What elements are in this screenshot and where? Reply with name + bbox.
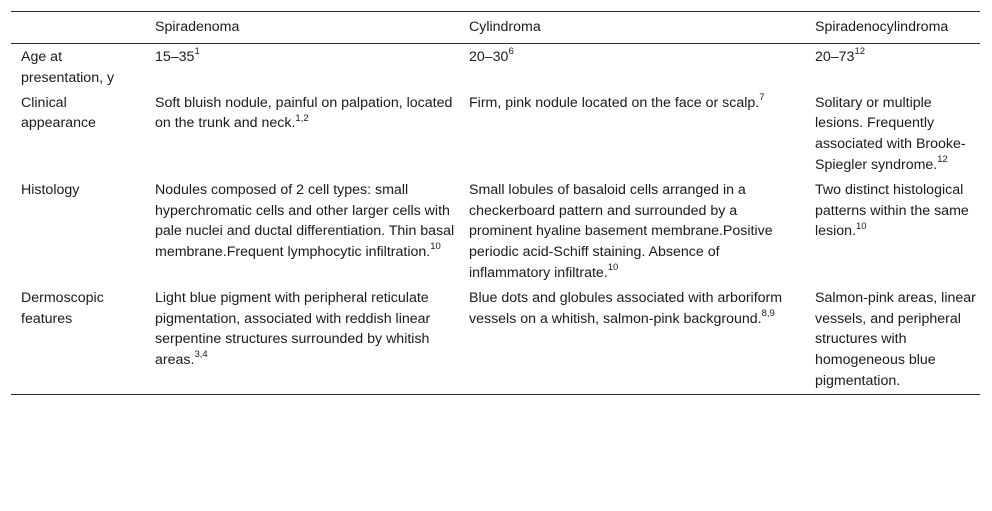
row-label: Age at presentation, y xyxy=(21,49,115,86)
header-cell-cylindroma: Cylindroma xyxy=(469,19,541,36)
cell-text: 20–30 xyxy=(469,49,509,65)
table-row xyxy=(11,44,980,91)
comparison-table xyxy=(11,11,980,395)
reference-superscript: 12 xyxy=(854,46,866,58)
table-row xyxy=(11,286,980,394)
reference-superscript: 1 xyxy=(194,46,200,58)
table-cell xyxy=(459,178,805,286)
table-row xyxy=(11,91,980,178)
table-cell xyxy=(145,91,459,178)
table-row xyxy=(11,178,980,286)
cell-text: 15–35 xyxy=(155,49,195,65)
cell-text: Salmon-pink areas, linear vessels, and peripheral structures with homogeneous blue pigmentation. xyxy=(815,289,976,389)
table-cell xyxy=(145,286,459,394)
cell-text: Light blue pigment with peripheral reticulate pigmentation, associated with reddish linear serpentine structures surrounded by whitish areas. xyxy=(155,289,431,369)
table-cell xyxy=(459,91,805,178)
header-row xyxy=(11,12,980,44)
reference-superscript: 6 xyxy=(508,46,514,58)
cell-text: Nodules composed of 2 cell types: small hyperchromatic cells and other larger cells with pale nuclei and ductal differentiation. Thin basal membrane.Frequent lymphocytic infiltration. xyxy=(155,181,455,261)
table-cell xyxy=(459,44,805,91)
row-label: Clinical appearance xyxy=(21,94,96,132)
cell-text: Small lobules of basaloid cells arranged in a checkerboard pattern and surrounded by a prominent hyaline basement membrane.Positive periodic acid-Schiff staining. Absence of inflammatory infiltrate. xyxy=(469,181,773,281)
table-cell xyxy=(805,178,980,286)
cell-text: Two distinct histological patterns within the same lesion. xyxy=(815,181,969,240)
header-cell-empty xyxy=(11,12,145,44)
row-label: Dermoscopic features xyxy=(21,289,104,327)
reference-superscript: 8,9 xyxy=(761,307,775,319)
table-cell xyxy=(805,91,980,178)
header-cell-spiradenocylindroma: Spiradenocylindroma xyxy=(815,19,949,36)
table-cell xyxy=(805,286,980,394)
cell-text: Soft bluish nodule, painful on palpation, located on the trunk and neck. xyxy=(155,94,453,132)
reference-superscript: 1,2 xyxy=(295,112,309,124)
table-cell xyxy=(145,178,459,286)
table-cell xyxy=(459,286,805,394)
cell-text: Firm, pink nodule located on the face or scalp. xyxy=(469,94,760,111)
row-label: Histology xyxy=(21,181,80,198)
cell-text: Solitary or multiple lesions. Frequently associated with Brooke-Spiegler syndrome. xyxy=(815,94,966,173)
reference-superscript: 10 xyxy=(430,241,441,253)
cell-text: Blue dots and globules associated with arboriform vessels on a whitish, salmon-pink background. xyxy=(469,289,783,327)
reference-superscript: 7 xyxy=(759,91,765,103)
table-cell xyxy=(145,44,459,91)
reference-superscript: 10 xyxy=(607,262,619,274)
cell-text: 20–73 xyxy=(815,49,855,65)
table-cell xyxy=(805,44,980,91)
reference-superscript: 10 xyxy=(856,220,867,232)
reference-superscript: 12 xyxy=(937,154,948,166)
header-cell-spiradenoma: Spiradenoma xyxy=(155,19,240,36)
reference-superscript: 3,4 xyxy=(194,349,208,361)
